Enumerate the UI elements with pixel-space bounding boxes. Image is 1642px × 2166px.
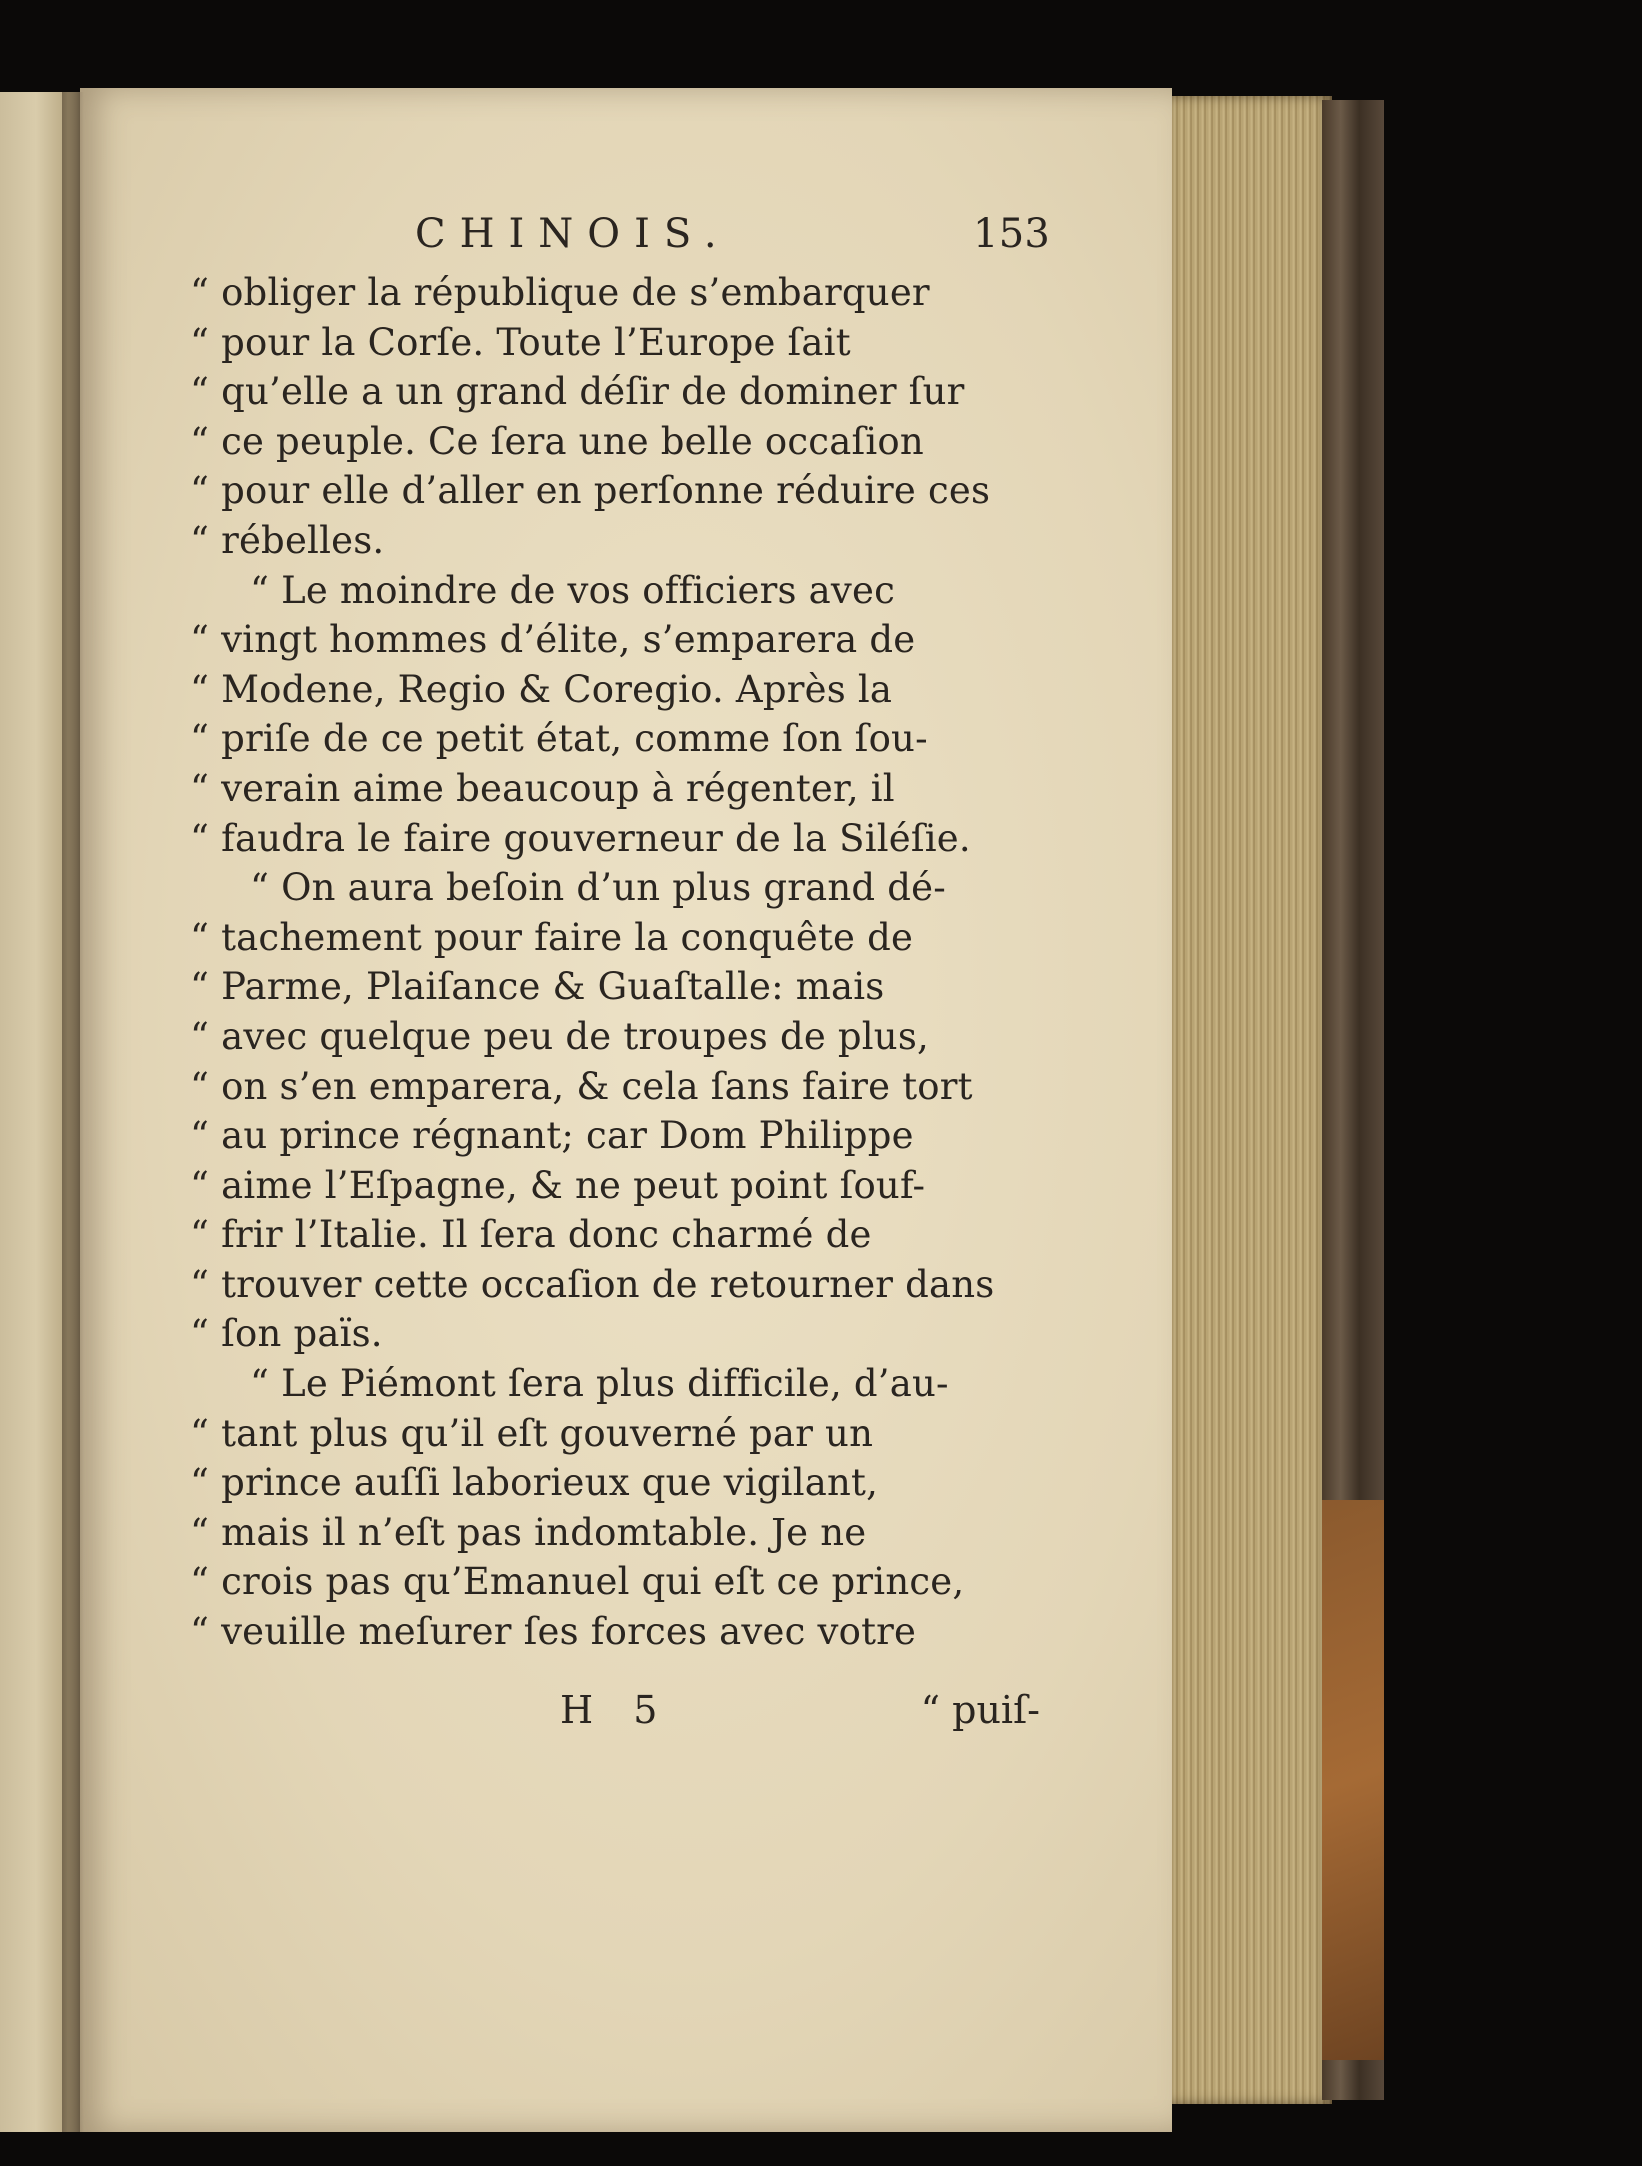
text-line: “ mais il n’eſt pas indomtable. Je ne	[190, 1510, 867, 1554]
text-line: “ pour elle d’aller en perſonne réduire ces	[190, 469, 991, 513]
text-line: “ trouver cette occaſion de retourner dans	[190, 1262, 995, 1306]
text-block	[190, 210, 1050, 1657]
text-line: “ Modene, Regio & Coregio. Après la	[190, 667, 893, 711]
text-line: “ obliger la république de s’embarquer	[190, 271, 930, 314]
text-line: “ vingt hommes d’élite, s’emparera de	[190, 618, 916, 662]
text-line: “ pour la Corſe. Toute l’Europe ſait	[190, 320, 851, 364]
text-line: “ Le moindre de vos officiers avec	[250, 568, 895, 612]
text-line: “ qu’elle a un grand déſir de dominer ſur	[190, 370, 965, 414]
fore-edge	[1172, 96, 1332, 2104]
running-head: CHINOIS.	[415, 211, 731, 257]
text-line: “ faudra le faire gouverneur de la Siléſie.	[190, 816, 971, 860]
text-line: “ on s’en emparera, & cela ſans faire tort	[190, 1064, 973, 1108]
page-header	[190, 210, 1050, 260]
leather-spine	[1322, 1500, 1384, 2060]
text-line: “ priſe de ce petit état, comme ſon ſou-	[190, 717, 928, 761]
body-text	[190, 268, 1030, 1657]
text-line: “ tachement pour faire la conquête de	[190, 915, 914, 959]
text-line: “ rébelles.	[190, 518, 385, 562]
text-line: “ crois pas qu’Emanuel qui eſt ce prince,	[190, 1560, 965, 1604]
text-line: “ frir l’Italie. Il ſera donc charmé de	[190, 1213, 872, 1257]
text-line: “ verain aime beaucoup à régenter, il	[190, 766, 895, 810]
text-line: “ veuille meſurer ſes forces avec votre	[190, 1610, 917, 1654]
text-line: “ aime l’Eſpagne, & ne peut point ſouf-	[190, 1163, 926, 1207]
text-line: “ On aura beſoin d’un plus grand dé-	[250, 866, 946, 910]
signature-mark: H 5	[560, 1688, 672, 1732]
text-line: “ avec quelque peu de troupes de plus,	[190, 1014, 929, 1058]
text-line: “ prince auſſi laborieux que vigilant,	[190, 1461, 879, 1505]
text-line: “ tant plus qu’il eſt gouverné par un	[190, 1411, 874, 1455]
text-line: “ au prince régnant; car Dom Philippe	[190, 1114, 914, 1158]
text-line: “ Le Piémont ſera plus difficile, d’au-	[250, 1362, 949, 1406]
text-line: “ ſon païs.	[190, 1312, 383, 1356]
page-number: 153	[973, 211, 1050, 257]
text-line: “ Parme, Plaiſance & Guaſtalle: mais	[190, 965, 885, 1009]
text-line: “ ce peuple. Ce ſera une belle occaſion	[190, 419, 924, 463]
gutter-shadow	[62, 92, 84, 2132]
catchword: “ puiſ-	[920, 1688, 1040, 1732]
page-footer	[190, 1688, 1040, 1738]
